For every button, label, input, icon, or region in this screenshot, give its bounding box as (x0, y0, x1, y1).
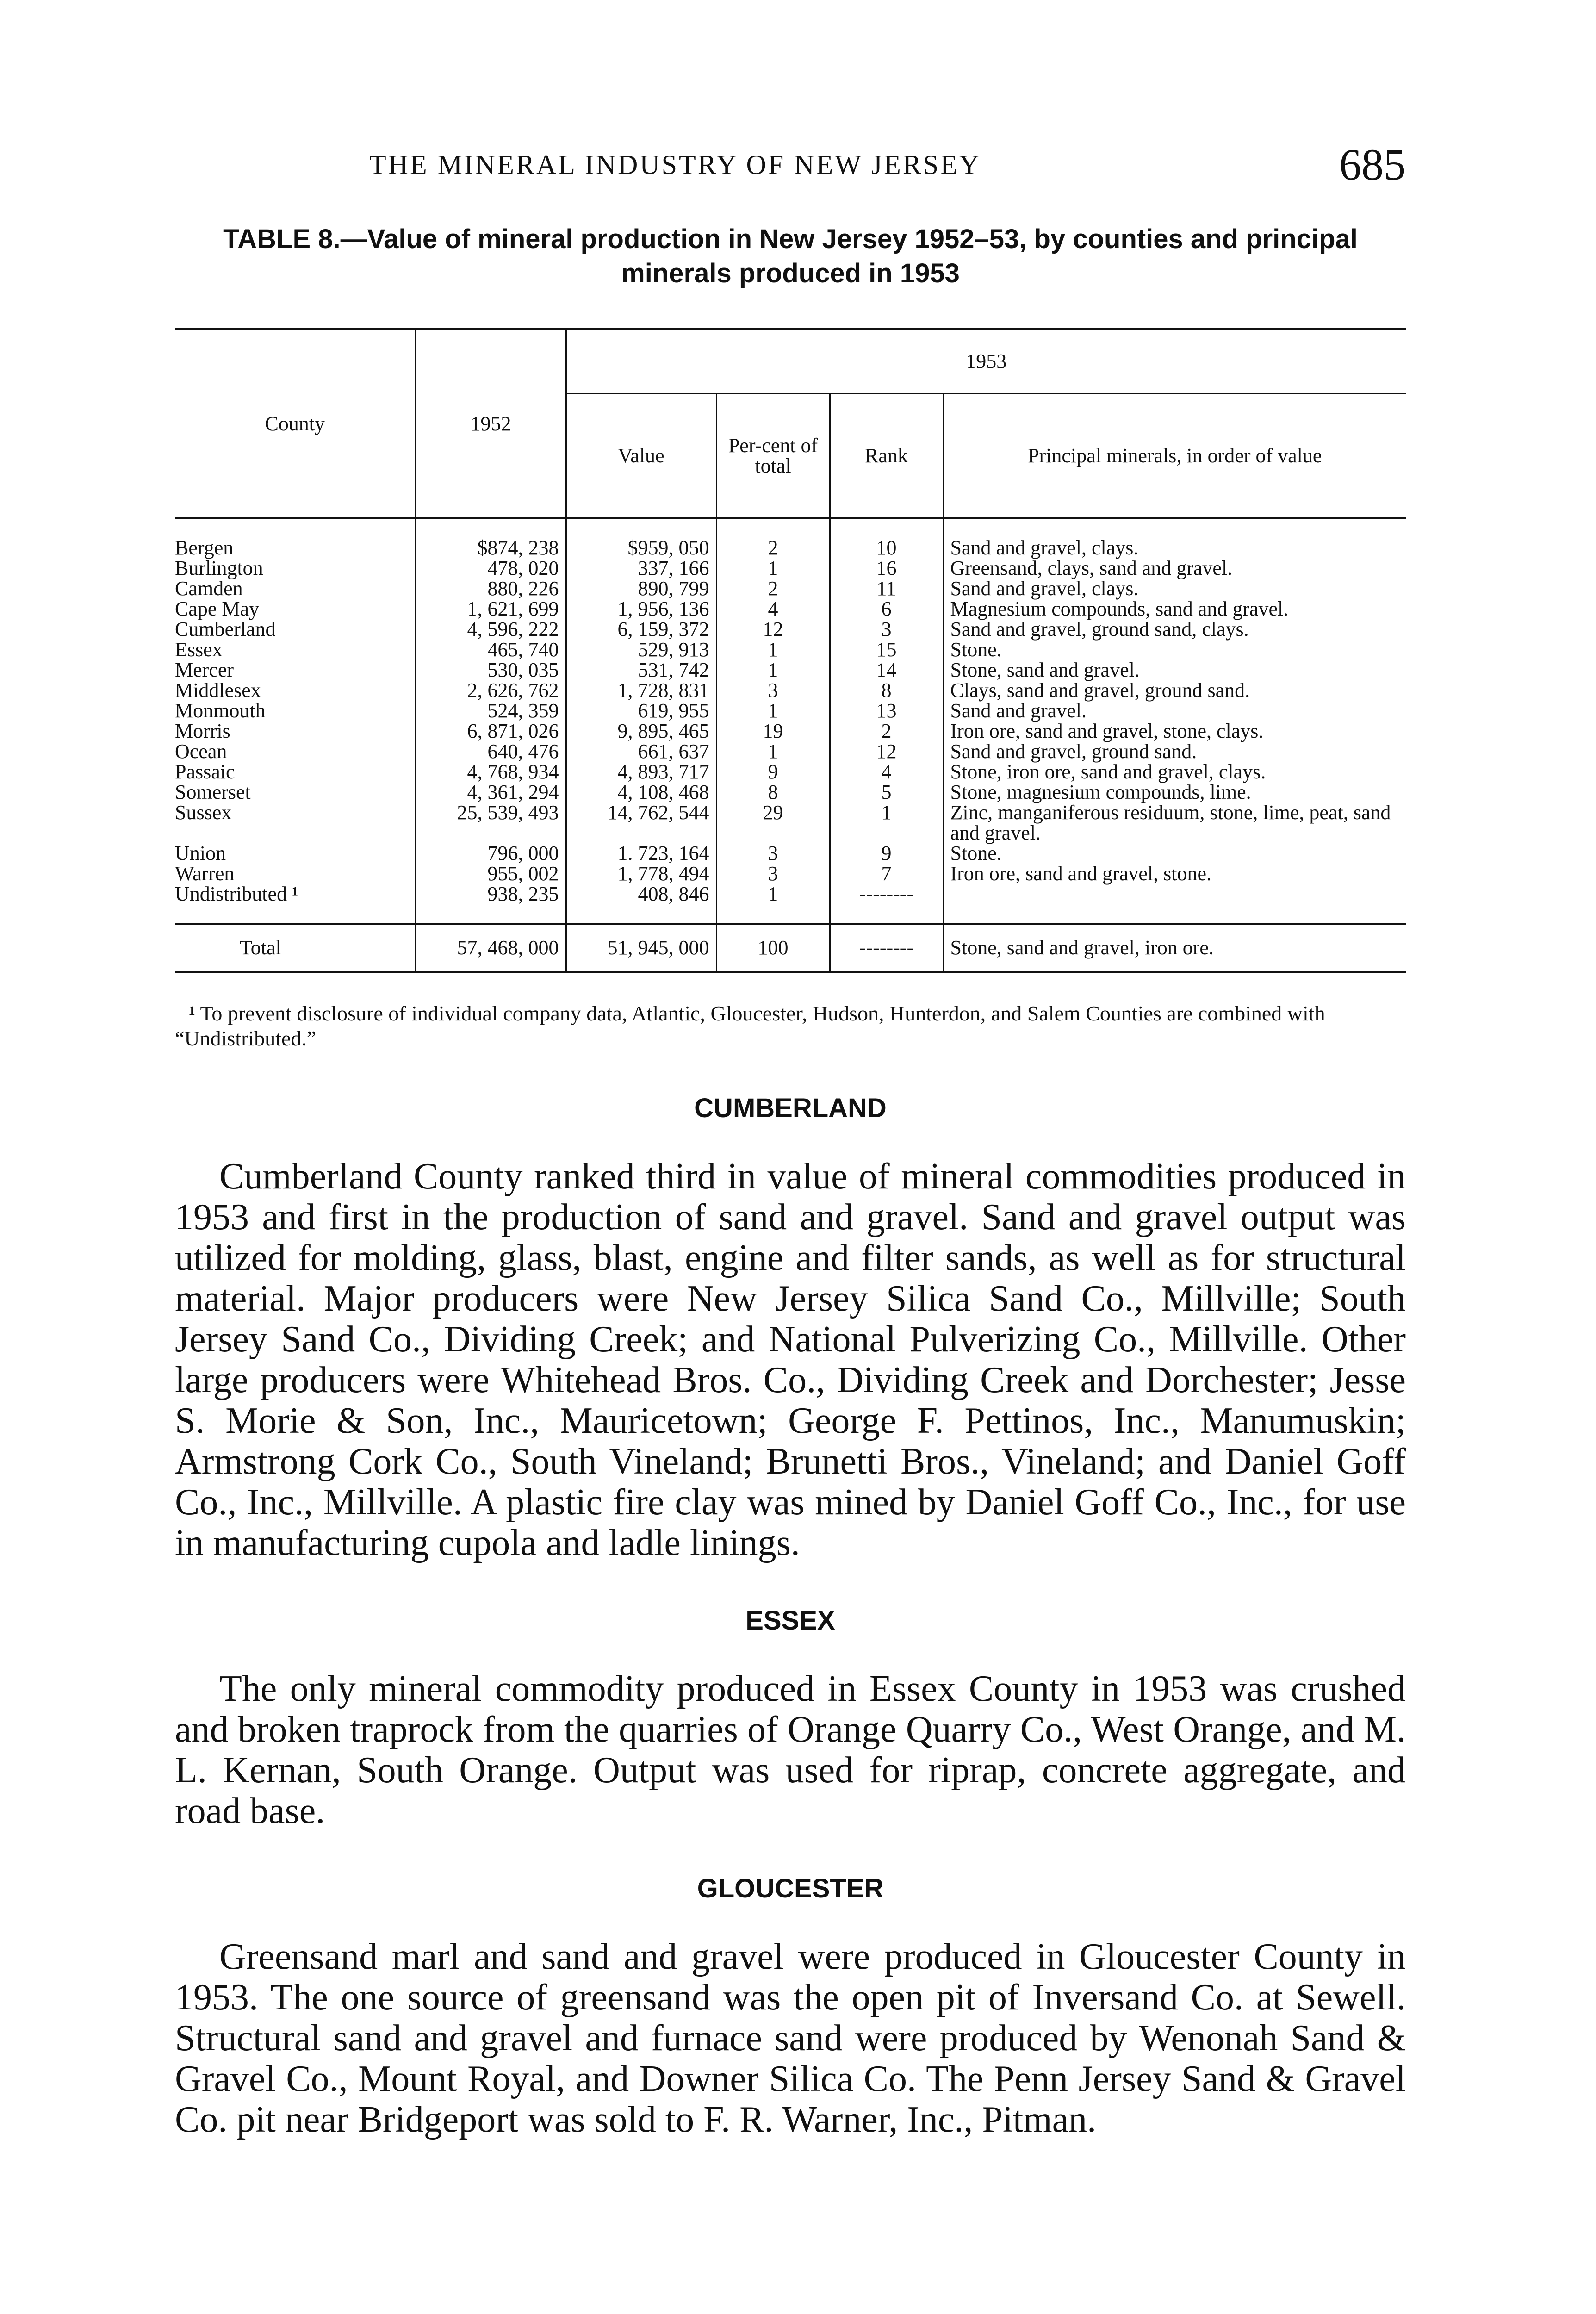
cell-minerals (943, 884, 1406, 904)
table-row (175, 741, 1406, 762)
header-percent-of-total: Per-cent of total (716, 394, 830, 519)
table-row (175, 762, 1406, 782)
cell-percent: 3 (716, 843, 830, 864)
cell-minerals: Sand and gravel, clays. (943, 578, 1406, 599)
table-row (175, 640, 1406, 660)
section-paragraph-gloucester: Greensand marl and sand and gravel were produced in Gloucester County in 1953. The one source of greensand was the open pit of Inversand Co. at Sewell. Structural sand and gravel and furnace sand were produced by Wenonah Sand & Gravel Co., Mount Royal, and Downer Silica Co. The Penn Jersey Sand & Gravel Co. pit near Bridgeport was sold to F. R. Warner, Inc., Pitman. (175, 1936, 1406, 2140)
table-total-row (175, 924, 1406, 972)
header-principal-minerals: Principal minerals, in order of value (943, 394, 1406, 519)
cell-minerals: Stone, magnesium compounds, lime. (943, 782, 1406, 802)
cell-rank: 7 (830, 864, 943, 884)
cell-rank: 8 (830, 680, 943, 701)
cell-minerals: Iron ore, sand and gravel, stone, clays. (943, 721, 1406, 741)
cell-value-1952: 57, 468, 000 (416, 924, 566, 972)
cell-value-1952: 4, 361, 294 (416, 782, 566, 802)
cell-county: Monmouth (175, 699, 266, 722)
cell-rank: -------- (830, 924, 943, 972)
cell-rank: 2 (830, 721, 943, 741)
cell-minerals: Iron ore, sand and gravel, stone. (943, 864, 1406, 884)
table-row (175, 802, 1406, 843)
cell-percent: 29 (716, 802, 830, 843)
table-row (175, 558, 1406, 578)
page (175, 139, 1406, 2140)
cell-value-1953: 661, 637 (566, 741, 716, 762)
cell-value-1952: 796, 000 (416, 843, 566, 864)
cell-county: Union (175, 842, 226, 865)
mineral-production-table (175, 328, 1406, 973)
header-county: County (175, 329, 416, 519)
cell-county: Sussex (175, 801, 232, 824)
cell-rank: 9 (830, 843, 943, 864)
cell-percent: 4 (716, 599, 830, 619)
cell-percent: 1 (716, 884, 830, 904)
cell-rank: -------- (830, 884, 943, 904)
cell-county: Morris (175, 720, 230, 742)
cell-value-1952: 955, 002 (416, 864, 566, 884)
cell-minerals: Magnesium compounds, sand and gravel. (943, 599, 1406, 619)
cell-county: Undistributed ¹ (175, 883, 298, 905)
cell-minerals: Sand and gravel. (943, 701, 1406, 721)
cell-value-1952: 478, 020 (416, 558, 566, 578)
cell-percent: 12 (716, 619, 830, 640)
cell-value-1953: 337, 166 (566, 558, 716, 578)
cell-value-1952: 4, 596, 222 (416, 619, 566, 640)
cell-rank: 15 (830, 640, 943, 660)
page-number: 685 (1339, 140, 1406, 189)
cell-value-1953: 1. 723, 164 (566, 843, 716, 864)
cell-value-1952: 640, 476 (416, 741, 566, 762)
cell-county: Ocean (175, 740, 227, 763)
table-row (175, 701, 1406, 721)
section-heading-essex: ESSEX (745, 1605, 835, 1636)
table-title: TABLE 8.—Value of mineral production in New Jersey 1952–53, by counties and principal minerals produced in 1953 (223, 224, 1358, 288)
cell-value-1952: 938, 235 (416, 884, 566, 904)
table-body (175, 518, 1406, 972)
cell-value-1952: 1, 621, 699 (416, 599, 566, 619)
table-spacer (175, 518, 1406, 538)
header-value: Value (566, 394, 716, 519)
cell-minerals: Sand and gravel, clays. (943, 538, 1406, 558)
table-row (175, 599, 1406, 619)
cell-minerals: Greensand, clays, sand and gravel. (943, 558, 1406, 578)
cell-value-1953: 6, 159, 372 (566, 619, 716, 640)
table-row (175, 619, 1406, 640)
cell-county: Middlesex (175, 679, 261, 702)
cell-rank: 4 (830, 762, 943, 782)
cell-percent: 1 (716, 640, 830, 660)
table-row (175, 538, 1406, 558)
cell-value-1952: 25, 539, 493 (416, 802, 566, 843)
cell-rank: 1 (830, 802, 943, 843)
cell-value-1953: 51, 945, 000 (566, 924, 716, 972)
cell-value-1953: 1, 778, 494 (566, 864, 716, 884)
table-row (175, 843, 1406, 864)
cell-value-1953: 14, 762, 544 (566, 802, 716, 843)
cell-county: Total (175, 924, 416, 972)
table-row (175, 884, 1406, 904)
cell-percent: 2 (716, 538, 830, 558)
table-row (175, 864, 1406, 884)
cell-percent: 8 (716, 782, 830, 802)
cell-value-1952: $874, 238 (416, 538, 566, 558)
section-paragraph-cumberland: Cumberland County ranked third in value of mineral commodities produced in 1953 and first in the production of sand and gravel. Sand and gravel output was utilized for molding, glass, blast, engine and filter sands, as well as for structural material. Major producers were New Jersey Silica Sand Co., Millville; South Jersey Sand Co., Dividing Creek; and National Pulverizing Co., Millville. Other large producers were Whitehead Bros. Co., Dividing Creek and Dorchester; Jesse S. Morie & Son, Inc., Mauricetown; George F. Pettinos, Inc., Manumuskin; Armstrong Cork Co., South Vineland; Brunetti Bros., Vineland; and Daniel Goff Co., Inc., Millville. A plastic fire clay was mined by Daniel Goff Co., Inc., for use in manufacturing cupola and ladle linings. (175, 1156, 1406, 1563)
cell-value-1953: 1, 728, 831 (566, 680, 716, 701)
cell-county: Warren (175, 862, 235, 885)
cell-rank: 11 (830, 578, 943, 599)
cell-value-1953: 531, 742 (566, 660, 716, 680)
cell-value-1952: 880, 226 (416, 578, 566, 599)
cell-percent: 2 (716, 578, 830, 599)
table-row (175, 660, 1406, 680)
cell-county: Camden (175, 577, 243, 600)
cell-value-1953: 890, 799 (566, 578, 716, 599)
cell-rank: 12 (830, 741, 943, 762)
table-row (175, 782, 1406, 802)
cell-value-1953: 408, 846 (566, 884, 716, 904)
cell-county: Somerset (175, 781, 251, 803)
cell-percent: 1 (716, 741, 830, 762)
header-rank: Rank (830, 394, 943, 519)
cell-minerals: Stone, iron ore, sand and gravel, clays. (943, 762, 1406, 782)
cell-rank: 3 (830, 619, 943, 640)
cell-rank: 14 (830, 660, 943, 680)
cell-county: Burlington (175, 557, 263, 579)
cell-minerals: Stone. (943, 843, 1406, 864)
section-heading-gloucester: GLOUCESTER (697, 1873, 884, 1903)
cell-rank: 6 (830, 599, 943, 619)
cell-county: Essex (175, 638, 223, 661)
cell-county: Bergen (175, 536, 234, 559)
cell-rank: 16 (830, 558, 943, 578)
cell-value-1953: 619, 955 (566, 701, 716, 721)
cell-minerals: Zinc, manganiferous residuum, stone, lime, peat, sand and gravel. (943, 802, 1406, 843)
table-row (175, 578, 1406, 599)
cell-minerals: Clays, sand and gravel, ground sand. (943, 680, 1406, 701)
section-heading-cumberland: CUMBERLAND (694, 1093, 887, 1123)
cell-rank: 10 (830, 538, 943, 558)
cell-value-1953: 529, 913 (566, 640, 716, 660)
cell-rank: 13 (830, 701, 943, 721)
table-row (175, 680, 1406, 701)
cell-minerals: Sand and gravel, ground sand. (943, 741, 1406, 762)
cell-county: Mercer (175, 659, 234, 681)
cell-value-1953: 4, 893, 717 (566, 762, 716, 782)
cell-minerals: Stone. (943, 640, 1406, 660)
cell-percent: 19 (716, 721, 830, 741)
cell-value-1953: 9, 895, 465 (566, 721, 716, 741)
cell-county: Passaic (175, 760, 235, 783)
text-sections (175, 1093, 1406, 2140)
header-1952: 1952 (416, 329, 566, 519)
running-head-title: THE MINERAL INDUSTRY OF NEW JERSEY (369, 149, 981, 180)
cell-percent: 3 (716, 680, 830, 701)
cell-percent: 100 (716, 924, 830, 972)
cell-minerals: Sand and gravel, ground sand, clays. (943, 619, 1406, 640)
cell-value-1952: 530, 035 (416, 660, 566, 680)
cell-rank: 5 (830, 782, 943, 802)
table-footnote: ¹ To prevent disclosure of individual company data, Atlantic, Gloucester, Hudson, Hunterdon, and Salem Counties are combined with “Undistributed.” (175, 1001, 1325, 1050)
section-paragraph-essex: The only mineral commodity produced in Essex County in 1953 was crushed and broken traprock from the quarries of Orange Quarry Co., West Orange, and M. L. Kernan, South Orange. Output was used for riprap, concrete aggregate, and road base. (175, 1668, 1406, 1831)
table-row (175, 721, 1406, 741)
cell-percent: 1 (716, 558, 830, 578)
cell-value-1953: 4, 108, 468 (566, 782, 716, 802)
running-head (175, 139, 1406, 194)
cell-value-1952: 2, 626, 762 (416, 680, 566, 701)
cell-value-1953: $959, 050 (566, 538, 716, 558)
cell-percent: 1 (716, 660, 830, 680)
cell-value-1952: 524, 359 (416, 701, 566, 721)
cell-minerals: Stone, sand and gravel, iron ore. (943, 924, 1406, 972)
cell-percent: 1 (716, 701, 830, 721)
cell-county: Cumberland (175, 618, 276, 641)
cell-value-1952: 4, 768, 934 (416, 762, 566, 782)
cell-value-1953: 1, 956, 136 (566, 599, 716, 619)
table-spacer (175, 904, 1406, 924)
header-1953: 1953 (566, 329, 1406, 394)
cell-percent: 9 (716, 762, 830, 782)
cell-value-1952: 6, 871, 026 (416, 721, 566, 741)
cell-value-1952: 465, 740 (416, 640, 566, 660)
cell-county: Cape May (175, 597, 260, 620)
cell-percent: 3 (716, 864, 830, 884)
cell-minerals: Stone, sand and gravel. (943, 660, 1406, 680)
